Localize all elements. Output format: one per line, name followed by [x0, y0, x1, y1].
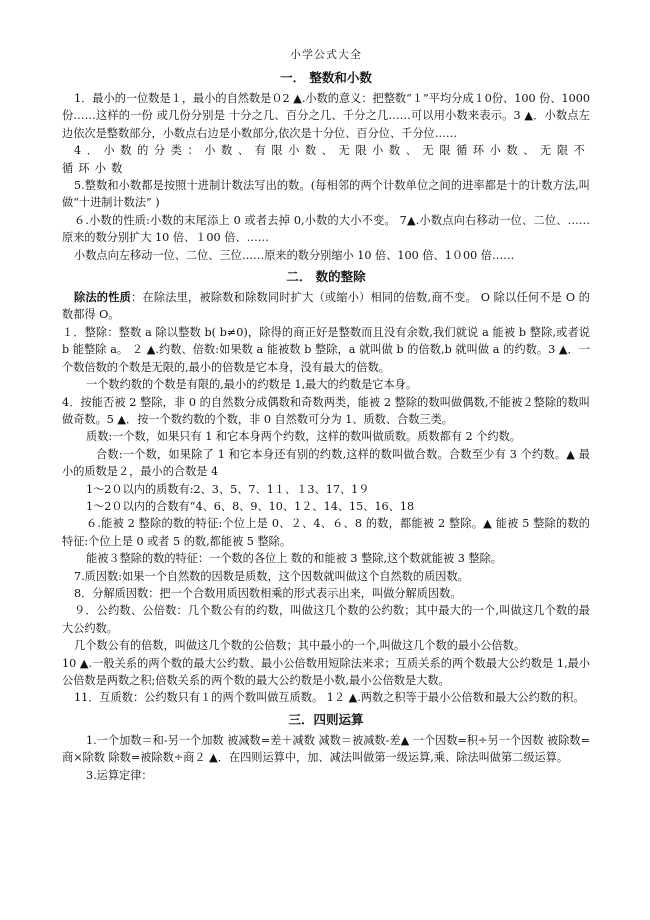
paragraph: 质数:一个数，如果只有 1 和它本身两个约数，这样的数叫做质数。质数都有 2 个约数。 — [86, 430, 521, 444]
paragraph: 小数点向左移动一位、二位、三位……原来的数分别缩小 10 倍、100 倍、1０00 倍…… — [74, 248, 515, 262]
section-heading-divisibility: 二． 数的整除 — [286, 269, 366, 285]
paragraph: １．整除：整数 a 除以整数 b( b≠0)，除得的商正好是整数而且没有余数,我们就说 a 能被 b 整除,或者说 b 能整除 a。 ２ ▲.约数、倍数:如果数 a 能被数 b 整除，a 就叫做 b 的倍数,b 就叫做 a 的约数。3 ▲．一个数倍数的个数是无限的,最小的倍数是它本身，没有最大的倍数。 — [62, 325, 590, 374]
paragraph: 1．最小的一位数是１，最小的自然数是０2 ▲.小数的意义：把整数“１”平均分成１0份、100 份、1000 份……这样的一份 或几份分别是 十分之几、百分之几、千分之几……可以用小数来表示。3 ▲．小数点左边依次是整数部分，小数点右边是小数部分,依次是十分位、百分位、千分位…… — [62, 92, 590, 140]
paragraph: 5.整数和小数都是按照十进制计数法写出的数。(每相邻的两个计数单位之间的进率都是十的计数方法,叫做“十进制计数法” ) — [62, 179, 590, 210]
term-body: ：在除法里，被除数和除数同时扩大（或缩小）相同的倍数,商不变。 O 除以任何不是 O 的数都得 O。 — [62, 291, 590, 322]
paragraph: 1～2０以内的质数有:2、3、5、7、1１、１3、17、1９ — [86, 482, 370, 496]
paragraph: ６.能被 2 整除的数的特征:个位上是 0、２、4、６、8 的数，都能被 2 整除。▲ 能被 5 整除的数的特征:个位上是 0 或者 5 的数,都能被 5 整除。 — [62, 517, 590, 548]
paragraph: 8．分解质因数：把一个合数用质因数相乘的形式表示出来，叫做分解质因数。 — [74, 586, 462, 600]
document-page — [62, 46, 590, 784]
paragraph: 3.运算定律： — [86, 768, 153, 782]
paragraph: 能被３整除的数的特征：一个数的各位上 数的和能被 3 整除,这个数就能被 3 整除。 — [86, 552, 502, 566]
paragraph — [62, 289, 590, 324]
paragraph: 几个数公有的倍数，叫做这几个数的公倍数；其中最小的一个,叫做这几个数的最小公倍数。 — [74, 639, 526, 653]
document-title: 小学公式大全 — [290, 48, 362, 61]
paragraph: 11．互质数：公约数只有１的两个数叫做互质数。 1２ ▲.两数之积等于最小公倍数和最大公约数的积。 — [74, 691, 585, 705]
paragraph: 合数:一个数，如果除了 1 和它本身还有别的约数,这样的数叫做合数。合数至少有 3 个约数。▲ 最小的质数是２，最小的合数是 4 — [62, 447, 590, 479]
paragraph: 1.一个加数＝和-另一个加数 被减数=差＋减数 减数＝被减数-差▲ 一个因数=积÷另一个因数 被除数=商×除数 除数=被除数÷商２ ▲．在四则运算中，加、减法叫做第一级运算,乘、除法叫做第二级运算。 — [62, 733, 590, 765]
paragraph: ６.小数的性质:小数的末尾添上 0 或者去掉 0,小数的大小不变。 7▲.小数点向右移动一位、二位、……原来的数分别扩大 10 倍、１00 倍、…… — [62, 213, 590, 245]
paragraph: 10 ▲.一般关系的两个数的最大公约数、最小公倍数用短除法来求；互质关系的两个数最大公约数是 1,最小公倍数是两数之积;倍数关系的两个数的最大公约数是小数,最小公倍数是大数。 — [62, 656, 590, 687]
paragraph: 4．按能否被 2 整除，非 0 的自然数分成偶数和奇数两类，能被 2 整除的数叫做偶数,不能被２整除的数叫做奇数。5 ▲．按一个数约数的个数，非 0 自然数可分为 1、质数、合数三类。 — [62, 395, 590, 426]
section-heading-integers-decimals: 一． 整数和小数 — [280, 70, 372, 85]
paragraph: 7.质因数:如果一个自然数的因数是质数，这个因数就叫做这个自然数的质因数。 — [74, 569, 469, 583]
paragraph: ９．公约数、公倍数：几个数公有的约数，叫做这几个数的公约数；其中最大的一个,叫做这几个数的最大公约数。 — [62, 604, 590, 635]
paragraph: 1～2０以内的合数有“4、6、8、9、10、1２、14、15、16、18 — [86, 499, 415, 513]
section-heading-arithmetic: 三．四则运算 — [288, 711, 364, 727]
term-lead: 除法的性质 — [74, 290, 132, 305]
paragraph: 一个数约数的个数是有限的,最小的约数是 1,最大的约数是它本身。 — [86, 378, 418, 392]
paragraph: 4．小数的分类：小数、有限小数、无限小数、无限循环小数、无限不循环小数 — [62, 144, 590, 175]
